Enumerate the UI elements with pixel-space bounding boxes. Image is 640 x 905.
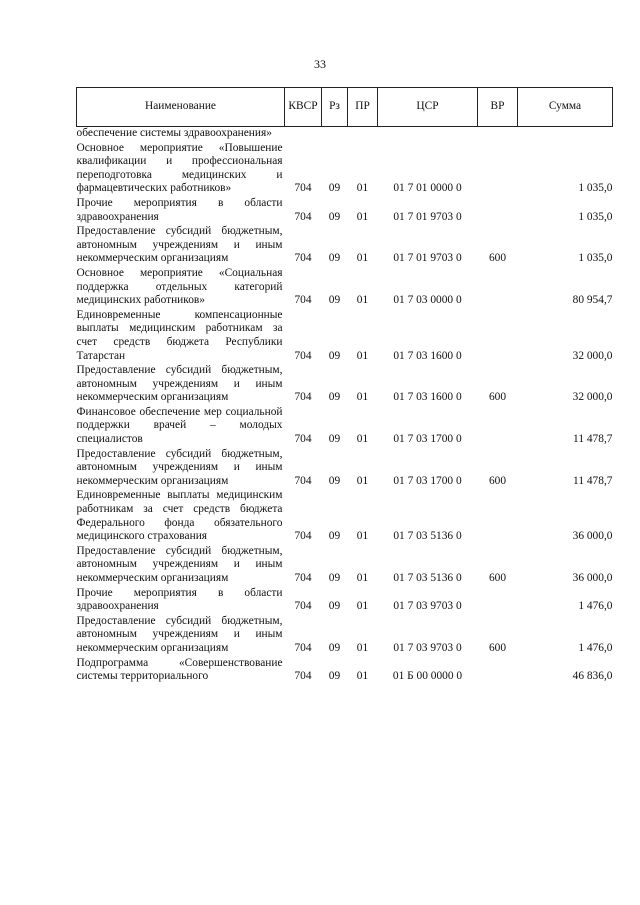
cell-csr: 01 7 03 1700 0 — [393, 474, 462, 487]
cell-kvsr — [285, 127, 322, 142]
table-row — [77, 364, 613, 406]
table-row — [77, 448, 613, 490]
cell-rz: 09 — [328, 572, 341, 584]
cell-pr: 01 — [356, 252, 369, 265]
table-row — [77, 587, 613, 615]
table-row — [77, 127, 613, 142]
table-row — [77, 406, 613, 448]
cell-vr — [478, 142, 518, 197]
cell-sum — [518, 127, 613, 142]
cell-sum: 1 035,0 — [578, 182, 613, 195]
cell-rz: 09 — [328, 294, 341, 307]
table-row — [77, 489, 613, 544]
cell-csr: 01 7 01 9703 0 — [393, 252, 462, 265]
cell-name: Единовременные компенсационные выплаты медицинским работникам за счет средств бюджета Республики Татарстан — [76, 308, 283, 362]
cell-rz: 09 — [328, 641, 341, 654]
cell-sum: 36 000,0 — [572, 572, 613, 584]
cell-pr: 01 — [356, 349, 369, 362]
cell-pr: 01 — [356, 391, 369, 404]
cell-kvsr: 704 — [294, 210, 312, 223]
header-csr: ЦСР — [378, 88, 478, 127]
cell-sum: 1 476,0 — [578, 641, 613, 654]
cell-kvsr: 704 — [294, 252, 312, 265]
cell-vr — [478, 587, 518, 615]
table-row — [77, 545, 613, 587]
header-pr: ПР — [348, 88, 378, 127]
cell-sum: 1 476,0 — [578, 600, 613, 613]
cell-name: Прочие мероприятия в области здравоохранения — [76, 196, 283, 223]
cell-kvsr: 704 — [294, 433, 312, 446]
cell-name: Предоставление субсидий бюджетным, автономным учреждениям и иным некоммерческим организациям — [76, 544, 283, 584]
cell-rz: 09 — [328, 433, 341, 446]
cell-csr: 01 7 01 9703 0 — [393, 210, 462, 223]
budget-table — [76, 87, 613, 685]
cell-vr — [478, 197, 518, 225]
cell-csr: 01 7 03 9703 0 — [393, 600, 462, 613]
table-row — [77, 657, 613, 685]
header-sum: Сумма — [518, 88, 613, 127]
cell-sum: 32 000,0 — [572, 391, 613, 404]
cell-rz: 09 — [328, 210, 341, 223]
cell-kvsr: 704 — [294, 349, 312, 362]
table-row — [77, 225, 613, 267]
cell-sum: 80 954,7 — [572, 294, 613, 307]
cell-name: Предоставление субсидий бюджетным, автономным учреждениям и иным некоммерческим организациям — [76, 225, 283, 265]
cell-vr: 600 — [488, 252, 507, 265]
cell-kvsr: 704 — [294, 600, 312, 613]
cell-kvsr: 704 — [294, 572, 312, 584]
cell-vr — [478, 657, 518, 685]
page-number: 33 — [314, 57, 326, 71]
cell-sum: 1 035,0 — [578, 210, 613, 223]
cell-kvsr: 704 — [294, 474, 312, 487]
cell-name: Единовременные выплаты медицинским работникам за счет средств бюджета Федерального фонда обязательного медицинского страхования — [76, 489, 283, 543]
cell-kvsr: 704 — [294, 641, 312, 654]
table-header-row — [77, 88, 613, 127]
cell-vr: 600 — [488, 572, 507, 584]
cell-rz: 09 — [328, 349, 341, 362]
cell-csr: 01 7 03 1700 0 — [393, 433, 462, 446]
cell-csr: 01 7 01 0000 0 — [393, 182, 462, 195]
cell-sum: 11 478,7 — [573, 433, 613, 446]
cell-sum: 11 478,7 — [573, 474, 613, 487]
cell-pr: 01 — [356, 600, 369, 613]
cell-name: Основное мероприятие «Повышение квалификации и профессиональная переподготовка медицинских и фармацевтических работников» — [76, 141, 283, 195]
cell-vr — [478, 406, 518, 448]
cell-csr: 01 Б 00 0000 0 — [392, 670, 463, 683]
table-row — [77, 197, 613, 225]
cell-kvsr: 704 — [294, 182, 312, 195]
cell-rz: 09 — [328, 474, 341, 487]
cell-kvsr: 704 — [294, 391, 312, 404]
table-row — [77, 267, 613, 309]
cell-pr — [348, 127, 378, 142]
cell-csr: 01 7 03 0000 0 — [393, 294, 462, 307]
table-row — [77, 309, 613, 364]
cell-vr — [478, 267, 518, 309]
cell-sum: 36 000,0 — [572, 530, 613, 543]
table-row — [77, 615, 613, 657]
cell-pr: 01 — [356, 182, 369, 195]
cell-rz: 09 — [328, 182, 341, 195]
cell-pr: 01 — [356, 572, 369, 584]
cell-vr — [478, 127, 518, 142]
cell-sum: 1 035,0 — [578, 252, 613, 265]
cell-vr — [478, 309, 518, 364]
cell-csr: 01 7 03 1600 0 — [393, 391, 462, 404]
cell-name: Подпрограмма «Совершенствование системы территориального — [76, 656, 283, 683]
cell-kvsr: 704 — [294, 294, 312, 307]
cell-csr — [378, 127, 478, 142]
cell-rz: 09 — [328, 391, 341, 404]
cell-rz: 09 — [328, 530, 341, 543]
cell-kvsr: 704 — [294, 670, 312, 683]
cell-pr: 01 — [356, 294, 369, 307]
cell-vr: 600 — [488, 391, 507, 404]
cell-name: Основное мероприятие «Социальная поддержка отдельных категорий медицинских работников» — [76, 266, 283, 307]
cell-csr: 01 7 03 5136 0 — [393, 572, 462, 584]
cell-pr: 01 — [356, 474, 369, 487]
cell-pr: 01 — [356, 670, 369, 683]
cell-name: обеспечение системы здравоохранения» — [76, 127, 272, 139]
cell-pr: 01 — [356, 210, 369, 223]
cell-name: Предоставление субсидий бюджетным, автономным учреждениям и иным некоммерческим организациям — [76, 364, 283, 404]
cell-rz: 09 — [328, 252, 341, 265]
cell-name: Финансовое обеспечение мер социальной поддержки врачей – молодых специалистов — [76, 405, 283, 446]
header-kvsr: КВСР — [285, 88, 322, 127]
cell-rz — [322, 127, 348, 142]
header-rz: Рз — [322, 88, 348, 127]
cell-pr: 01 — [356, 433, 369, 446]
cell-vr: 600 — [488, 474, 507, 487]
cell-name: Прочие мероприятия в области здравоохранения — [76, 586, 283, 613]
cell-csr: 01 7 03 5136 0 — [393, 530, 462, 543]
cell-name: Предоставление субсидий бюджетным, автономным учреждениям и иным некоммерческим организациям — [76, 614, 283, 654]
cell-sum: 32 000,0 — [572, 349, 613, 362]
cell-rz: 09 — [328, 670, 341, 683]
cell-sum: 46 836,0 — [572, 670, 613, 683]
cell-pr: 01 — [356, 641, 369, 654]
cell-csr: 01 7 03 1600 0 — [393, 349, 462, 362]
cell-pr: 01 — [356, 530, 369, 543]
cell-vr — [478, 489, 518, 544]
cell-vr: 600 — [488, 641, 507, 654]
cell-csr: 01 7 03 9703 0 — [393, 641, 462, 654]
cell-rz: 09 — [328, 600, 341, 613]
header-name: Наименование — [77, 88, 285, 127]
header-vr: ВР — [478, 88, 518, 127]
table-row — [77, 142, 613, 197]
cell-name: Предоставление субсидий бюджетным, автономным учреждениям и иным некоммерческим организациям — [76, 447, 283, 487]
cell-kvsr: 704 — [294, 530, 312, 543]
